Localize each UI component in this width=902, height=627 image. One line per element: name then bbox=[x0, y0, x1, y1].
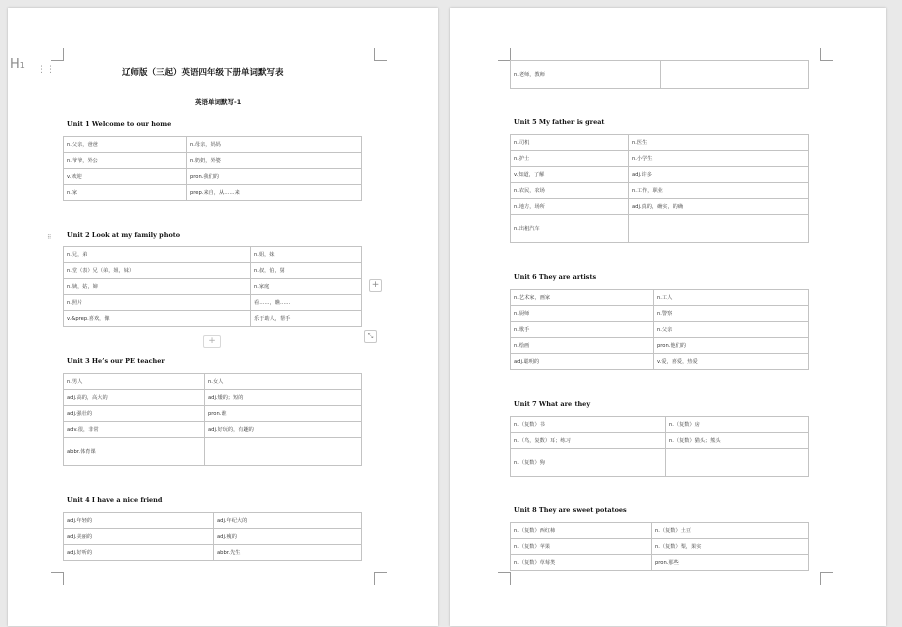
table-cell[interactable]: n.（鸟，复数）耳；练习 bbox=[511, 433, 666, 449]
table-cell[interactable]: n.（复数）猫头；熊头 bbox=[666, 433, 809, 449]
table-cell[interactable]: adj.高的，高大的 bbox=[64, 390, 205, 406]
table-cell[interactable]: n.（复数）土豆 bbox=[652, 523, 809, 539]
table-cell[interactable]: n.父亲 bbox=[654, 322, 809, 338]
table-cell[interactable]: n.老师，教师 bbox=[511, 61, 661, 89]
table-row bbox=[64, 390, 362, 406]
table-row bbox=[64, 529, 362, 545]
margin-mark bbox=[51, 572, 64, 585]
table-cell[interactable]: prep.来自，从……来 bbox=[187, 185, 362, 201]
table-cell[interactable]: n.姐，妹 bbox=[251, 247, 362, 263]
document-page-2 bbox=[450, 8, 886, 626]
table-row bbox=[511, 135, 809, 151]
table-cell[interactable]: pron.谁 bbox=[205, 406, 362, 422]
table-row bbox=[511, 215, 809, 243]
table-row bbox=[511, 338, 809, 354]
table-row bbox=[511, 539, 809, 555]
table-row bbox=[64, 169, 362, 185]
table-cell[interactable]: n.（复数）西红柿 bbox=[511, 523, 652, 539]
vocab-table-unit-3[interactable] bbox=[63, 373, 362, 466]
table-row bbox=[64, 374, 362, 390]
table-row bbox=[64, 513, 362, 529]
unit-heading: Unit 4 I have a nice friend bbox=[67, 496, 163, 504]
document-subtitle: 英语单词默写-1 bbox=[195, 98, 242, 106]
unit-heading: Unit 7 What are they bbox=[514, 400, 591, 408]
table-cell[interactable]: n.父亲，爸爸 bbox=[64, 137, 187, 153]
table-row bbox=[511, 433, 809, 449]
table-cell[interactable]: n.家 bbox=[64, 185, 187, 201]
table-cell[interactable]: n.（复数）房 bbox=[666, 417, 809, 433]
table-cell[interactable]: n.叔，伯，舅 bbox=[251, 263, 362, 279]
vocab-table-continued[interactable] bbox=[510, 60, 809, 89]
table-cell[interactable]: n.（复数）草莓类 bbox=[511, 555, 652, 571]
document-title: 辽师版（三起）英语四年级下册单词默写表 bbox=[122, 68, 284, 78]
add-column-icon[interactable]: + bbox=[369, 279, 382, 292]
table-row bbox=[64, 406, 362, 422]
table-cell[interactable]: n.艺术家，画家 bbox=[511, 290, 654, 306]
table-row bbox=[64, 247, 362, 263]
table-cell[interactable]: n.（复数）梨，果实 bbox=[652, 539, 809, 555]
table-row bbox=[511, 167, 809, 183]
vocab-table-unit-1[interactable] bbox=[63, 136, 362, 201]
unit-heading: Unit 3 He’s our PE teacher bbox=[67, 357, 165, 365]
document-page-1 bbox=[8, 8, 438, 626]
table-cell[interactable]: adj.聪明的 bbox=[511, 354, 654, 370]
table-cell[interactable]: n.医生 bbox=[629, 135, 809, 151]
unit-heading: Unit 2 Look at my family photo bbox=[67, 231, 181, 239]
table-cell[interactable]: n.出租汽车 bbox=[511, 215, 629, 243]
table-row bbox=[511, 151, 809, 167]
table-cell[interactable]: n.奶奶，外婆 bbox=[187, 153, 362, 169]
table-row bbox=[64, 263, 362, 279]
table-cell[interactable] bbox=[661, 61, 809, 89]
table-cell[interactable]: pron.我们的 bbox=[187, 169, 362, 185]
table-cell[interactable]: adv.很，非常 bbox=[64, 422, 205, 438]
table-cell[interactable]: adj.矮的；短的 bbox=[205, 390, 362, 406]
vocab-table-unit-4[interactable] bbox=[63, 512, 362, 561]
table-row bbox=[64, 279, 362, 295]
table-cell[interactable]: n.厨师 bbox=[511, 306, 654, 322]
table-cell[interactable]: n.男人 bbox=[64, 374, 205, 390]
table-cell[interactable]: n.工作，职业 bbox=[629, 183, 809, 199]
table-row bbox=[511, 290, 809, 306]
table-cell[interactable]: n.警察 bbox=[654, 306, 809, 322]
table-row bbox=[511, 183, 809, 199]
table-cell[interactable]: n.绘画 bbox=[511, 338, 654, 354]
table-cell[interactable]: adj.好听的 bbox=[64, 545, 214, 561]
table-cell[interactable]: n.（复数）狗 bbox=[511, 449, 666, 477]
unit-heading: Unit 8 They are sweet potatoes bbox=[514, 506, 627, 514]
table-row bbox=[511, 199, 809, 215]
table-cell[interactable]: n.司机 bbox=[511, 135, 629, 151]
table-cell[interactable]: n.农民，农场 bbox=[511, 183, 629, 199]
table-cell[interactable]: pron.那些 bbox=[652, 555, 809, 571]
margin-mark bbox=[51, 48, 64, 61]
table-cell[interactable]: n.地方，场所 bbox=[511, 199, 629, 215]
table-cell[interactable]: adj.许多 bbox=[629, 167, 809, 183]
table-row bbox=[511, 306, 809, 322]
table-row bbox=[511, 449, 809, 477]
unit-heading: Unit 1 Welcome to our home bbox=[67, 120, 172, 128]
table-cell[interactable]: n.兄，弟 bbox=[64, 247, 251, 263]
table-cell[interactable]: v.爱，喜爱，热爱 bbox=[654, 354, 809, 370]
table-row bbox=[64, 153, 362, 169]
table-row bbox=[64, 438, 362, 466]
margin-mark bbox=[820, 48, 833, 61]
table-resize-icon[interactable]: ⤡ bbox=[364, 330, 377, 343]
table-cell[interactable]: 乐于助人，帮手 bbox=[251, 311, 362, 327]
table-cell[interactable]: n.爷爷，外公 bbox=[64, 153, 187, 169]
vocab-table-unit-6[interactable] bbox=[510, 289, 809, 370]
vocab-table-unit-2[interactable] bbox=[63, 246, 362, 327]
table-row bbox=[511, 354, 809, 370]
drag-handle-icon[interactable]: ⋮⋮ bbox=[37, 65, 55, 75]
table-cell[interactable]: n.照片 bbox=[64, 295, 251, 311]
table-row bbox=[64, 422, 362, 438]
table-cell[interactable]: adj.真的，确实，的确 bbox=[629, 199, 809, 215]
table-cell[interactable]: v.&prep.喜欢，像 bbox=[64, 311, 251, 327]
table-cell[interactable]: pron.他们的 bbox=[654, 338, 809, 354]
table-cell[interactable]: n.小学生 bbox=[629, 151, 809, 167]
table-row bbox=[64, 185, 362, 201]
table-cell[interactable]: 看……，瞧…… bbox=[251, 295, 362, 311]
table-cell[interactable]: adj.年纪大的 bbox=[214, 513, 362, 529]
table-cell[interactable] bbox=[205, 438, 362, 466]
table-row bbox=[511, 61, 809, 89]
margin-mark bbox=[820, 572, 833, 585]
table-cell[interactable]: n.（复数）苹果 bbox=[511, 539, 652, 555]
unit-heading: Unit 6 They are artists bbox=[514, 273, 597, 281]
unit-heading: Unit 5 My father is great bbox=[514, 118, 605, 126]
table-cell[interactable]: abbr.体育课 bbox=[64, 438, 205, 466]
table-cell[interactable] bbox=[629, 215, 809, 243]
table-cell[interactable]: v.知道，了解 bbox=[511, 167, 629, 183]
table-cell[interactable]: adj.美丽的 bbox=[64, 529, 214, 545]
margin-mark bbox=[374, 572, 387, 585]
add-row-icon[interactable]: + bbox=[203, 335, 221, 348]
table-row bbox=[64, 311, 362, 327]
table-row bbox=[511, 322, 809, 338]
table-cell[interactable]: v.欢迎 bbox=[64, 169, 187, 185]
table-row bbox=[511, 523, 809, 539]
table-row bbox=[64, 137, 362, 153]
table-cell[interactable]: n.堂（表）兄（弟，姐，妹） bbox=[64, 263, 251, 279]
table-cell[interactable]: adj.瘦的 bbox=[214, 529, 362, 545]
table-cell[interactable]: n.歌手 bbox=[511, 322, 654, 338]
table-cell[interactable]: n.女人 bbox=[205, 374, 362, 390]
table-cell[interactable]: abbr.先生 bbox=[214, 545, 362, 561]
table-cell[interactable]: n.护士 bbox=[511, 151, 629, 167]
margin-mark bbox=[498, 572, 511, 585]
table-move-handle-icon[interactable]: ⠿ bbox=[47, 234, 52, 241]
vocab-table-unit-8[interactable] bbox=[510, 522, 809, 571]
table-cell[interactable]: adj.好玩的，有趣的 bbox=[205, 422, 362, 438]
table-cell[interactable]: n.（复数）书 bbox=[511, 417, 666, 433]
table-row bbox=[64, 545, 362, 561]
margin-mark bbox=[374, 48, 387, 61]
table-cell[interactable] bbox=[666, 449, 809, 477]
table-row bbox=[511, 555, 809, 571]
heading-icon[interactable]: H1 bbox=[10, 57, 25, 72]
table-cell[interactable]: adj.年轻的 bbox=[64, 513, 214, 529]
table-cell[interactable]: n.工人 bbox=[654, 290, 809, 306]
table-row bbox=[64, 295, 362, 311]
table-cell[interactable]: n.家庭 bbox=[251, 279, 362, 295]
vocab-table-unit-5[interactable] bbox=[510, 134, 809, 243]
table-cell[interactable]: n.姨，姑，婶 bbox=[64, 279, 251, 295]
table-row bbox=[511, 417, 809, 433]
table-cell[interactable]: n.母亲，妈妈 bbox=[187, 137, 362, 153]
vocab-table-unit-7[interactable] bbox=[510, 416, 809, 477]
table-cell[interactable]: adj.强壮的 bbox=[64, 406, 205, 422]
